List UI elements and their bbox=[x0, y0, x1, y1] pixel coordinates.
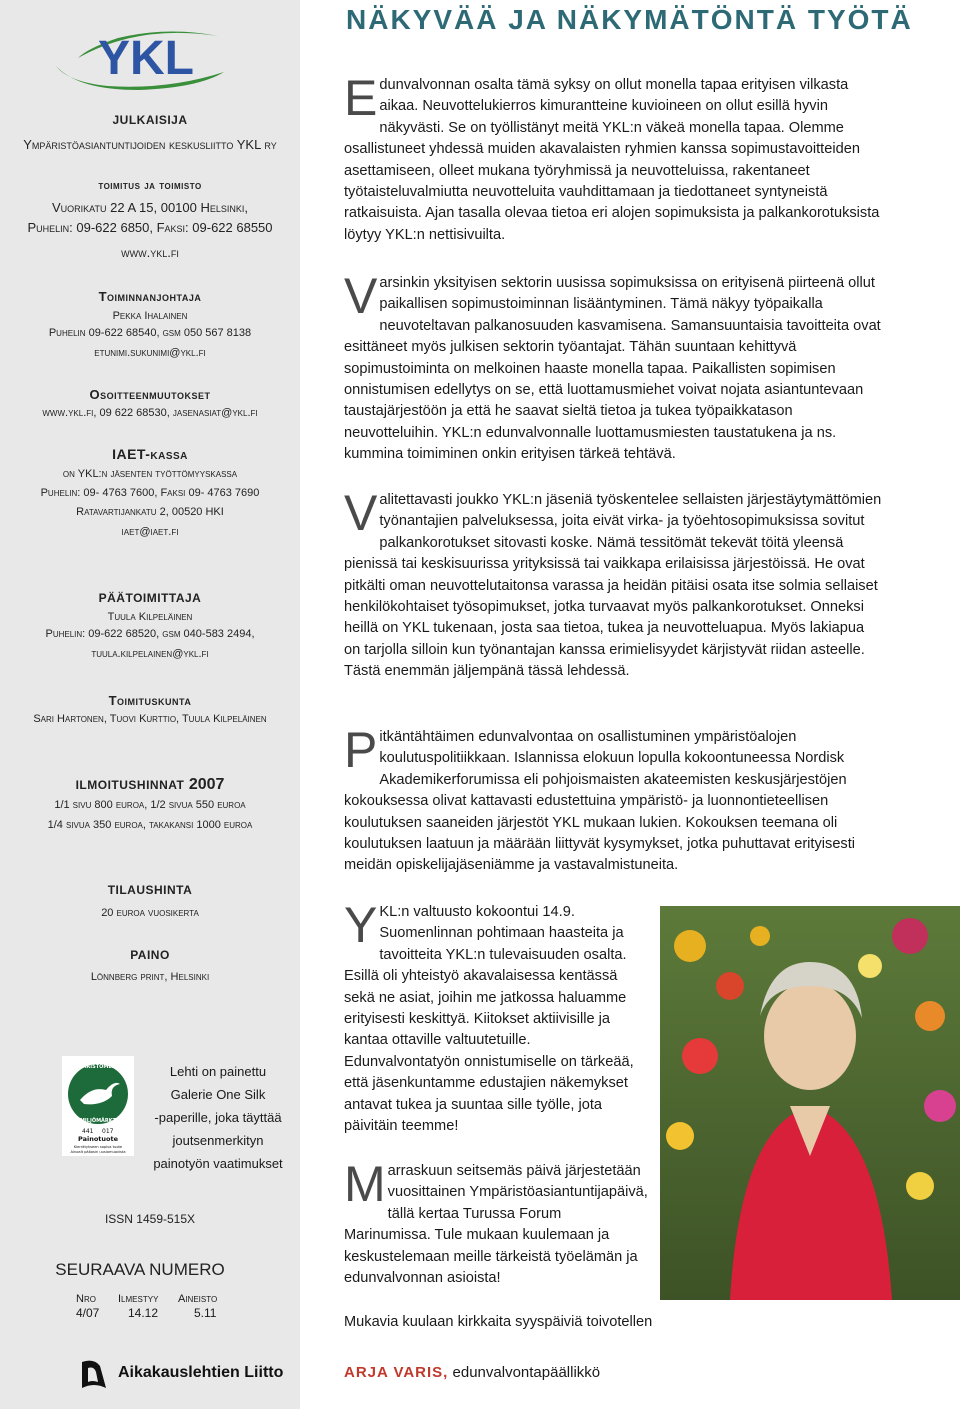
address-change-heading: Osoitteenmuutokset bbox=[89, 387, 211, 402]
subscription-heading: TILAUSHINTA bbox=[107, 883, 193, 897]
liitto-emblem-icon bbox=[78, 1358, 110, 1392]
ads-year: 2007 bbox=[188, 776, 225, 793]
liitto-name: Aikakauslehtien Liitto bbox=[118, 1364, 284, 1381]
publisher-name: Ympäristöasiantuntijoiden keskusliitto YKL ry bbox=[23, 137, 277, 152]
svg-text:Kierrätykseen sopiva tuote: Kierrätykseen sopiva tuote bbox=[73, 1145, 123, 1149]
director-phone: Puhelin 09-622 68540, gsm 050 567 8138 bbox=[48, 327, 252, 339]
ads-heading bbox=[0, 776, 300, 794]
office-web-link[interactable]: www.ykl.fi bbox=[121, 245, 179, 260]
svg-text:YMPÄRISTÖMERKKI: YMPÄRISTÖMERKKI bbox=[70, 1064, 126, 1070]
paper-note-line: Lehti on painettu bbox=[169, 1064, 267, 1079]
office-heading: toimitus ja toimisto bbox=[98, 178, 202, 192]
paragraph-6 bbox=[344, 1156, 650, 1289]
paper-note bbox=[146, 1060, 290, 1175]
iaet-subtitle: on YKL:n jäsenten työttömyyskassa bbox=[62, 468, 238, 480]
drop-cap: Y bbox=[344, 897, 378, 953]
paragraph-text: dunvalvonnan osalta tämä syksy on ollut monella tapaa erityisen vilkasta aikaa. Neuvottelukierros kimurantteine kuvioineen on ollut esillä hyvin näkyvästi. Se on työllistänyt meitä YKL:n väkeä monella tapaa. Olemme osallistuneet yhdessä muiden akavalaisten ryhmien kanssa sopimustavoitteiden asettamiseen, olleet mukana työryhmissä ja neuvotteluissa, rakentaneet työtaisteluvalmiutta neuvotteluita vauhdittamaan ja tiedottaneet syntyneistä ratkaisuista. Ajan tasalla olevaa tietoa eri alojen sopimuksista ja palkankorotuksista löytyy YKL:n nettisivuilta. bbox=[344, 77, 880, 243]
editor-name: Tuula Kilpeläinen bbox=[107, 611, 193, 623]
masthead-column bbox=[0, 0, 300, 1409]
drop-cap: V bbox=[344, 268, 378, 324]
print-text: Lönnberg print, Helsinki bbox=[90, 971, 210, 983]
article-title: NÄKYVÄÄ JA NÄKYMÄTÖNTÄ TYÖTÄ bbox=[346, 4, 913, 35]
paragraph-text: KL:n valtuusto kokoontui 14.9. Suomenlinnan pohtimaan haasteita ja tavoitteita YKL:n tulevaisuuden osalta. Esillä oli yhteistyö akavalaisessa kentässä sekä ne asiat, joihin me jatkossa haluamme erityisesti keskittyä. Kiitokset aktiivisille ja kantaa ottaville valtuutetuille. Edunvalvontatyön onnistumiselle on tärkeää, että jäsenkuntamme edustajien näkemykset antavat tukea ja suuntaa sille työlle, jota päivitäin teemme! bbox=[344, 904, 634, 1135]
paragraph-5 bbox=[344, 897, 650, 1137]
board-members: Sari Hartonen, Tuovi Kurttio, Tuula Kilpeläinen bbox=[33, 713, 267, 725]
drop-cap: M bbox=[344, 1156, 386, 1212]
ads-line-1: 1/1 sivu 800 euroa, 1/2 sivua 550 euroa bbox=[54, 799, 246, 811]
paragraph-1 bbox=[344, 70, 884, 246]
drop-cap: V bbox=[344, 485, 378, 541]
paragraph-text: itkäntähtäimen edunvalvontaa on osallistuminen ympäristöalojen koulutuspolitiikkaan. Islannissa elokuun lopulla kokoontuneessa Nordisk Akademikerforumissa eli pohjoismaisten akateemisten keskusjärjestöjen kokouksessa olivat kattavasti edustettuina ympäristö- ja luonnontieteellisen koulutuksen saaneiden järjestöt YKL mukaan lukien. Kokouksen teemana oli koulutuksen laatuun ja määrään liittyvät kysymykset, jotka puhuttavat erityisesti meidän opiskelijajäseniämme ja vastavalmistuneita. bbox=[344, 729, 856, 874]
publisher-heading: JULKAISIJA bbox=[112, 113, 188, 127]
ykl-logo bbox=[48, 22, 244, 92]
paper-note-line: -paperille, joka täyttää bbox=[154, 1110, 282, 1125]
signature bbox=[344, 1364, 600, 1381]
office-address: Vuorikatu 22 A 15, 00100 Helsinki, bbox=[52, 200, 248, 215]
svg-text:Ainoalt pääosin uusiomuovista: Ainoalt pääosin uusiomuovista bbox=[70, 1150, 126, 1154]
paragraph-text: arraskuun seitsemäs päivä järjestetään vuosittainen Ympäristöasiantuntijapäivä, tällä kertaa Turussa Forum Marinumissa. Tule mukaan kuulemaan ja keskustelemaan meille tärkeistä työelämän ja edunvalvonnan asioista! bbox=[344, 1163, 648, 1287]
drop-cap: P bbox=[344, 722, 378, 778]
next-issue-value-nro: 4/07 bbox=[76, 1306, 100, 1320]
address-change-text[interactable]: www.ykl.fi, 09 622 68530, jasenasiat@ykl.fi bbox=[42, 407, 258, 419]
paragraph-3 bbox=[344, 485, 884, 683]
ads-line-2: 1/4 sivua 350 euroa, takakansi 1000 euroa bbox=[47, 819, 253, 831]
aikakauslehtien-liitto-logo bbox=[78, 1358, 284, 1392]
svg-text:017: 017 bbox=[102, 1128, 114, 1135]
director-heading: Toiminnanjohtaja bbox=[98, 289, 202, 304]
paper-note-line: painotyön vaatimukset bbox=[153, 1156, 283, 1171]
next-issue-label-nro: Nro bbox=[76, 1293, 96, 1305]
svg-text:441: 441 bbox=[82, 1128, 94, 1135]
article bbox=[320, 0, 960, 1409]
signature-name: ARJA VARIS, bbox=[344, 1364, 449, 1381]
board-heading: Toimituskunta bbox=[108, 693, 192, 708]
next-issue-heading: SEURAAVA NUMERO bbox=[55, 1260, 225, 1279]
iaet-email-link[interactable]: iaet@iaet.fi bbox=[121, 526, 179, 538]
editor-phone: Puhelin: 09-622 68520, gsm 040-583 2494, bbox=[45, 628, 255, 640]
paragraph-text: arsinkin yksityisen sektorin uusissa sopimuksissa on erityisenä piirteenä ollut paikallisen sopimustoiminnan lisääntyminen. Tämä näkyy työpaikalla neuvoteltavan palkanosuuden kasvamisena. Samansuuntaisia tavoitteita ovat esittäneet myös julkisen sektorin työantajat. Tähän suuntaan kehittyvä sopimustoiminta on melkoinen haaste monella tapaa. Paikallisten sopimisen onnistumisen edellytys on se, että luottamusmiehet voivat nojata asiantuntevaan taustajärjestöön ja että he saavat sieltä tietoa ja tukea työpaikkatason neuvotteluihin. YKL:n edunvalvonnalle luottamusmiesten taustatukena ja ns. kummina toimiminen onkin erityisen tärkeä tehtävä. bbox=[344, 275, 881, 463]
iaet-address: Ratavartijankatu 2, 00520 HKI bbox=[76, 506, 224, 518]
editor-heading: PÄÄTOIMITTAJA bbox=[98, 591, 202, 605]
paper-note-line: Galerie One Silk bbox=[170, 1087, 266, 1102]
editor-email-link[interactable]: tuula.kilpelainen@ykl.fi bbox=[91, 648, 209, 660]
drop-cap: E bbox=[344, 70, 378, 126]
nordic-swan-ecolabel bbox=[62, 1056, 134, 1156]
paper-note-line: joutsenmerkityn bbox=[172, 1133, 264, 1148]
print-heading: PAINO bbox=[130, 948, 170, 962]
closing-line: Mukavia kuulaan kirkkaita syyspäiviä toivotellen bbox=[344, 1314, 653, 1330]
next-issue-value-ilmestyy: 14.12 bbox=[128, 1306, 159, 1320]
paragraph-2 bbox=[344, 268, 884, 466]
iaet-heading: IAET-kassa bbox=[112, 446, 188, 462]
next-issue-label-aineisto: Aineisto bbox=[178, 1293, 218, 1305]
paragraph-4 bbox=[344, 722, 884, 877]
next-issue-value-aineisto: 5.11 bbox=[194, 1306, 217, 1320]
ads-heading-label: ILMOITUSHINNAT bbox=[75, 778, 185, 792]
paragraph-text: alitettavasti joukko YKL:n jäseniä työskentelee sellaisten järjestäytymättömien työnantajien palveluksessa, joita eivät virka- ja työehtosopimuksissa sovitut palkankorotukset sitovasti koske. Nämä tessitömät tekevät töitä yleensä pienissä tai keskisuurissa yrityksissä tai vaikkapa erilaisissa järjestöissä. He ovat pitkälti oman neuvottelutaitonsa varassa ja heidän pitäisi osata itse solmia sellaiset henkilökohtaiset työsopimukset, jotka turvaavat myös palkankorotukset. Onneksi heillä on YKL tukenaan, josta saa tietoa, tukea ja neuvotteluapua. Myös lakiapua on tarjolla silloin kun työnantajan kanssa erimielisyydet kärjistyvät riidan asteelle. Tästä enemmän jäljempänä tässä lehdessä. bbox=[344, 492, 882, 680]
svg-text:Painotuote: Painotuote bbox=[77, 1135, 119, 1143]
director-email-link[interactable]: etunimi.sukunimi@ykl.fi bbox=[94, 347, 206, 359]
office-phone: Puhelin: 09-622 6850, Faksi: 09-622 68550 bbox=[27, 220, 273, 235]
subscription-text: 20 euroa vuosikerta bbox=[101, 907, 199, 919]
author-photo bbox=[660, 906, 960, 1300]
issn: ISSN 1459-515X bbox=[104, 1212, 196, 1226]
next-issue-label-ilmestyy: Ilmestyy bbox=[118, 1293, 159, 1305]
director-name: Pekka Ihalainen bbox=[112, 310, 188, 322]
svg-text:YKL: YKL bbox=[98, 32, 194, 85]
svg-text:MILJÖMÄRKT: MILJÖMÄRKT bbox=[79, 1118, 117, 1124]
signature-role: edunvalvontapäällikkö bbox=[452, 1364, 601, 1381]
iaet-phone: Puhelin: 09- 4763 7600, Faksi 09- 4763 7690 bbox=[40, 487, 260, 499]
